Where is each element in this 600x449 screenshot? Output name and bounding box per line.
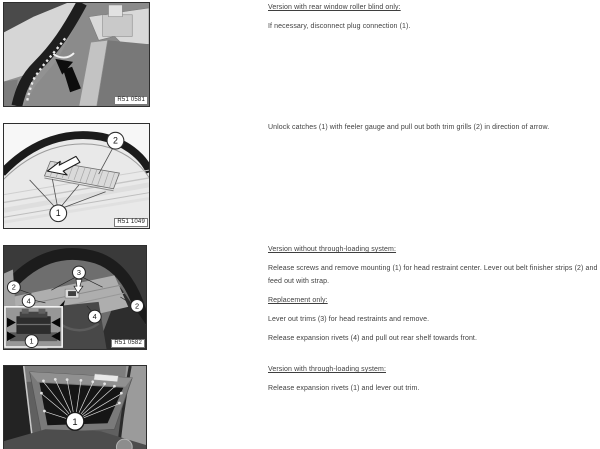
- instruction-heading: Version with through-loading system:: [268, 366, 386, 373]
- instruction-block-4: [268, 363, 600, 401]
- figure-label: R51 0582: [111, 339, 145, 348]
- instruction-paragraph: Lever out trims (3) for head restraints and remove.: [268, 316, 430, 323]
- svg-text:4: 4: [92, 312, 97, 322]
- instruction-subheading: Replacement only:: [268, 297, 328, 304]
- svg-text:1: 1: [72, 416, 78, 427]
- callout-4-center-badge: [88, 310, 101, 323]
- callout-4-left-badge: [22, 295, 35, 308]
- svg-text:2: 2: [135, 301, 140, 311]
- figure-r51-0582: [3, 245, 147, 350]
- instruction-heading: Version with rear window roller blind only:: [268, 4, 401, 11]
- svg-text:2: 2: [112, 135, 118, 146]
- svg-text:4: 4: [26, 296, 31, 306]
- svg-text:1: 1: [29, 336, 34, 346]
- callout-1-badge: [50, 205, 67, 222]
- svg-text:1: 1: [55, 208, 61, 219]
- callout-1-badge: [66, 412, 84, 430]
- instruction-paragraph: Release expansion rivets (4) and pull out rear shelf towards front.: [268, 335, 478, 342]
- callout-1-badge: [25, 335, 38, 348]
- svg-text:2: 2: [11, 282, 16, 292]
- fig3-illustration: [4, 246, 146, 349]
- callout-2-right-badge: [131, 299, 144, 312]
- fig2-illustration: [4, 124, 149, 228]
- instruction-paragraph: Release expansion rivets (1) and lever out trim.: [268, 385, 420, 392]
- fig1-illustration: [4, 3, 149, 106]
- callout-2-left-badge: [7, 281, 20, 294]
- callout-3-badge: [73, 266, 86, 279]
- instruction-heading: Version without through-loading system:: [268, 246, 397, 253]
- bracket-clip: [109, 5, 123, 17]
- instruction-block-2: [268, 121, 600, 140]
- instruction-paragraph: Release screws and remove mounting (1) for head restraint center. Lever out belt finisher strips (2) and feed out with strap.: [268, 265, 598, 285]
- svg-text:3: 3: [76, 267, 81, 277]
- figure-through-loading: [3, 365, 147, 449]
- callout-2-badge: [107, 132, 124, 149]
- figure-r51-1049: [3, 123, 150, 229]
- figure-r51-0581: [3, 2, 150, 107]
- fig4-illustration: [4, 366, 146, 449]
- figure-label: R51 0581: [114, 96, 148, 105]
- instruction-paragraph: If necessary, disconnect plug connection (1).: [268, 23, 411, 30]
- instruction-block-1: [268, 1, 600, 39]
- bracket-detail: [103, 15, 133, 37]
- figure-label: R51 1049: [114, 218, 148, 227]
- instruction-paragraph: Unlock catches (1) with feeler gauge and pull out both trim grills (2) in direction of arrow.: [268, 124, 550, 131]
- instruction-block-3: [268, 243, 600, 351]
